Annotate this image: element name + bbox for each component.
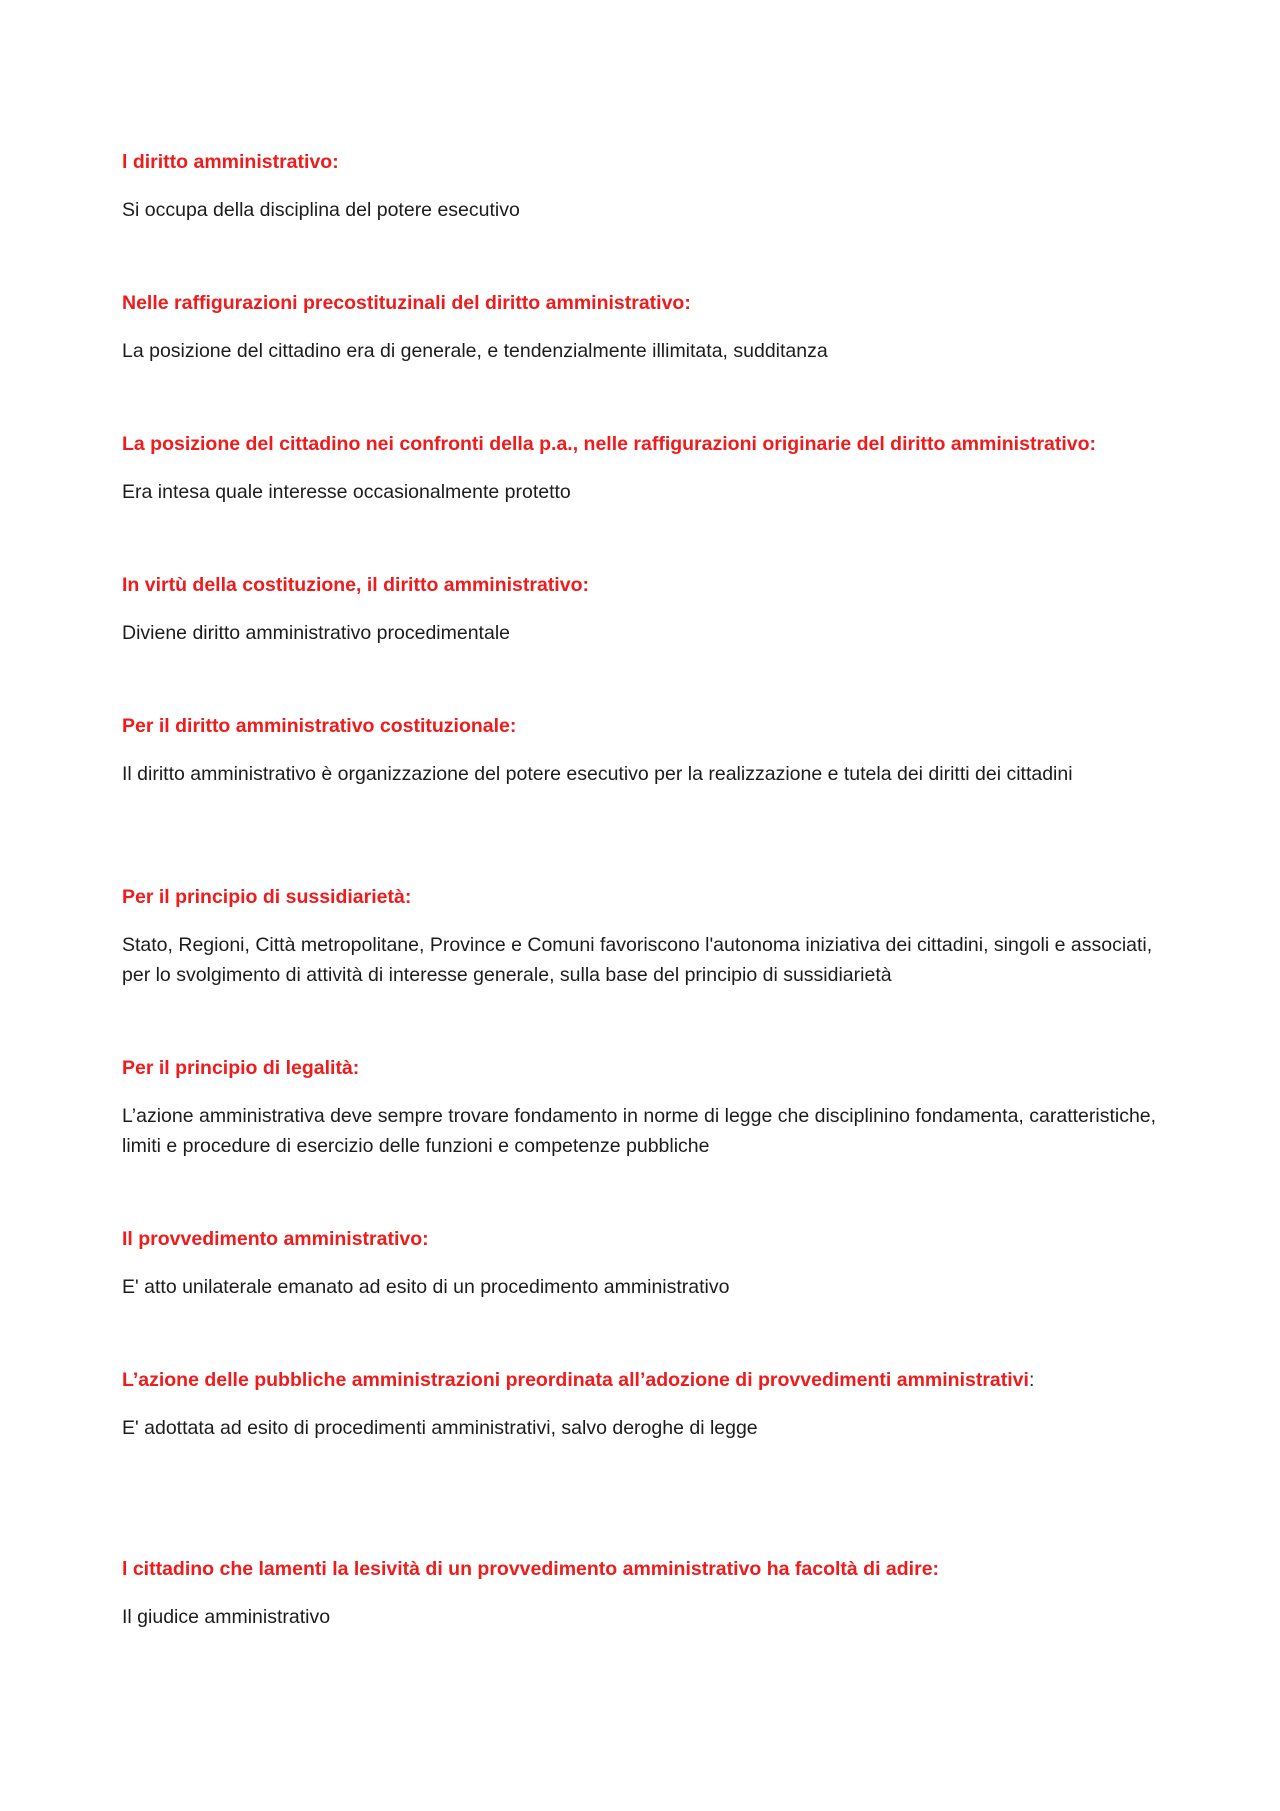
answer-text: Diviene diritto amministrativo procedimentale (122, 622, 510, 644)
answer-text: Stato, Regioni, Città metropolitane, Province e Comuni favoriscono l'autonoma iniziativa dei cittadini, singoli e associati, per lo svolgimento di attività di interesse generale, sulla base del principio di sussidiarietà (122, 934, 1153, 986)
qa-item (122, 1226, 1172, 1302)
question-text: l cittadino che lamenti la lesività di un provvedimento amministrativo ha facoltà di adire: (122, 1558, 940, 1580)
answer-text: Il diritto amministrativo è organizzazione del potere esecutivo per la realizzazione e tutela dei diritti dei cittadini (122, 763, 1073, 785)
question-text: Per il diritto amministrativo costituzionale: (122, 715, 517, 737)
qa-item (122, 572, 1172, 648)
question-text: L’azione delle pubbliche amministrazioni preordinata all’adozione di provvedimenti amministrativi (122, 1369, 1029, 1391)
question-text: Per il principio di sussidiarietà: (122, 886, 412, 908)
question-tail: : (1028, 1369, 1035, 1391)
answer-text: La posizione del cittadino era di generale, e tendenzialmente illimitata, sudditanza (122, 340, 828, 362)
question-heading (122, 1367, 1172, 1393)
question-heading (122, 431, 1172, 457)
answer-text: Il giudice amministrativo (122, 1606, 331, 1628)
question-heading (122, 149, 1172, 175)
question-text: In virtù della costituzione, il diritto amministrativo: (122, 574, 589, 596)
qa-item (122, 1556, 1172, 1632)
answer-text: E' atto unilaterale emanato ad esito di un procedimento amministrativo (122, 1276, 730, 1298)
answer-text: E' adottata ad esito di procedimenti amministrativi, salvo deroghe di legge (122, 1417, 758, 1439)
qa-item (122, 431, 1172, 507)
question-text: Nelle raffigurazioni precostituzinali del diritto amministrativo: (122, 292, 691, 314)
answer-text: Era intesa quale interesse occasionalmente protetto (122, 481, 571, 503)
qa-item (122, 290, 1172, 366)
question-text: Il provvedimento amministrativo: (122, 1228, 429, 1250)
answer-text: L’azione amministrativa deve sempre trovare fondamento in norme di legge che disciplinino fondamenta, caratteristiche, limiti e procedure di esercizio delle funzioni e competenze pubbliche (122, 1105, 1157, 1157)
question-heading (122, 1055, 1172, 1081)
answer-text: Si occupa della disciplina del potere esecutivo (122, 199, 520, 221)
question-heading (122, 884, 1172, 910)
qa-item (122, 1367, 1172, 1443)
question-text: l diritto amministrativo: (122, 151, 339, 173)
question-heading (122, 1556, 1172, 1582)
question-heading (122, 290, 1172, 316)
qa-item (122, 1055, 1172, 1161)
qa-item (122, 713, 1172, 789)
question-heading (122, 572, 1172, 598)
question-heading (122, 713, 1172, 739)
qa-item (122, 149, 1172, 225)
question-heading (122, 1226, 1172, 1252)
question-text: La posizione del cittadino nei confronti della p.a., nelle raffigurazioni originarie del diritto amministrativo: (122, 433, 1097, 455)
question-text: Per il principio di legalità: (122, 1057, 360, 1079)
qa-item (122, 884, 1172, 990)
